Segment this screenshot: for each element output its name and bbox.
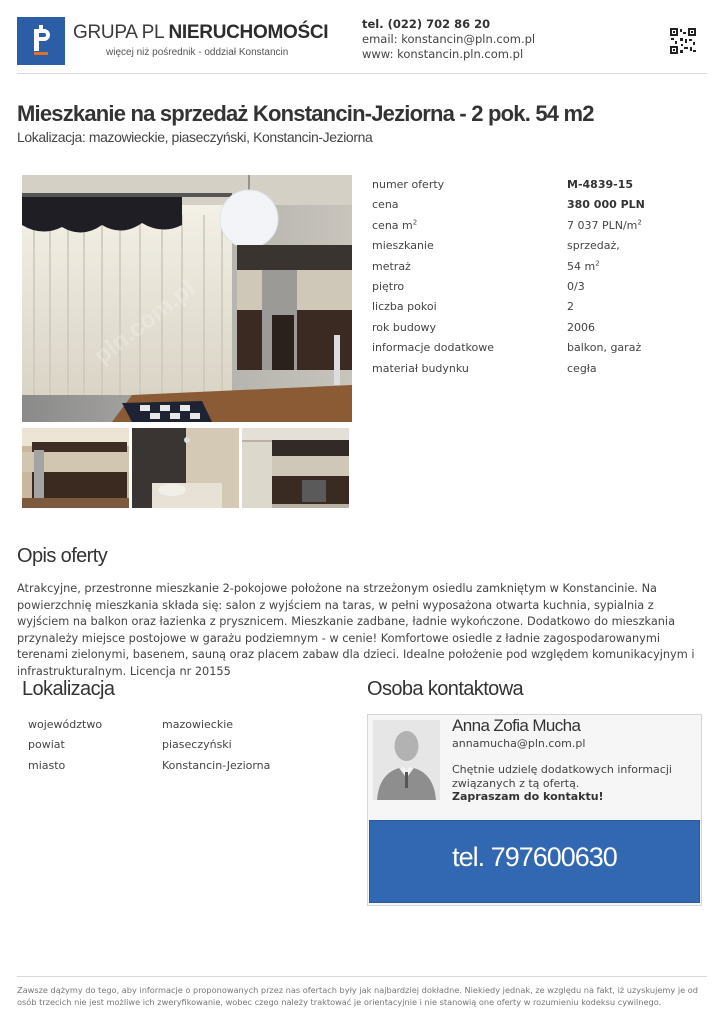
detail-row [372,300,702,320]
detail-row [372,362,702,382]
office-email[interactable]: email: konstancin@pln.com.pl [362,32,536,46]
agent-note: Chętnie udzielę dodatkowych informacji związanych z tą ofertą. [452,763,672,790]
contact-heading: Osoba kontaktowa [367,678,524,700]
location-row [28,718,328,738]
detail-label: metraż [372,259,411,273]
location-value: piaseczyński [162,738,232,752]
location-label: miasto [28,758,66,772]
agent-name: Anna Zofia Mucha [452,716,581,735]
detail-row [372,198,702,218]
thumbnail-kitchen-1[interactable] [22,428,129,508]
detail-row [372,280,702,300]
detail-label: informacje dodatkowe [372,341,495,355]
offer-title: Mieszkanie na sprzedaż Konstancin-Jeziorna - 2 pok. 54 m2 [17,101,594,126]
agent-avatar [373,720,440,800]
detail-value: balkon, garaż [567,341,642,355]
agent-phone[interactable]: tel. 797600630 [452,842,617,872]
logo-mark-icon [17,17,65,65]
photo-watermark: pln.com.pl [89,274,201,370]
detail-row [372,341,702,361]
location-label: województwo [28,718,103,731]
detail-row [372,219,702,239]
agent-cta: Zapraszam do kontaktu! [452,790,604,803]
location-row [28,738,328,758]
qr-code-icon [670,28,696,54]
detail-value: M-4839-15 [567,178,633,191]
detail-value: 2 [567,300,574,314]
thumbnail-kitchen-2[interactable] [242,428,349,508]
detail-row [372,321,702,341]
location-value: mazowieckie [162,718,234,731]
thumbnail-bathroom[interactable] [132,428,239,508]
detail-label: mieszkanie [372,239,434,253]
location-table [28,718,328,779]
offer-details [372,178,702,382]
detail-value: 380 000 PLN [567,198,645,212]
description-heading: Opis oferty [17,545,108,567]
footer-disclaimer: Zawsze dążymy do tego, aby informacje o proponowanych przez nas ofertach były jak najbardziej dokładne. Niekiedy jednak, ze względu na fakt, iż uzyskujemy je od osób trzecich nie jest możliwe ich zweryfikowanie, wobec czego należy traktować je orientacyjnie i nie stanowią one oferty w rozumieniu kodeksu cywilnego. [17,985,698,1007]
detail-row [372,260,702,280]
location-value: Konstancin-Jeziorna [162,758,271,772]
brand-tagline: więcej niż pośrednik - oddział Konstancin [106,47,289,58]
detail-value: cegła [567,361,597,375]
office-www[interactable]: www: konstancin.pln.com.pl [362,47,524,61]
person-silhouette-icon [373,720,440,800]
description-text: Atrakcyjne, przestronne mieszkanie 2-pokojowe położone na strzeżonym osiedlu zamkniętym w Konstancinie. Na powierzchnię mieszkania składa się: salon z wyjściem na taras, w pełni wyposażona otwarta kuchnia, sypialnia z wyjściem na balkon oraz łazienka z prysznicem. Mieszkanie zadbane, ładnie wykończone. Dodatkowo do mieszkania przynależy miejsce postojowe w garażu podziemnym - w cenie! Komfortowe osiedle z ładnie zagospodarowanymi terenami zielonymi, basenem, sauną oraz placem zabaw dla dzieci. Idealne położenie pod względem komunikacyjnym i infrastrukturalnym. Licencja nr 20155 [17,582,695,678]
header-divider [17,73,707,74]
detail-value: 2006 [567,320,595,334]
detail-label: rok budowy [372,320,437,334]
offer-location-line: Lokalizacja: mazowieckie, piaseczyński, Konstancin-Jeziorna [17,129,373,145]
detail-label: piętro [372,279,405,293]
location-heading: Lokalizacja [22,678,115,700]
company-logo[interactable] [17,17,65,65]
detail-label: materiał budynku [372,361,469,375]
location-row [28,759,328,779]
office-phone[interactable]: tel. (022) 702 86 20 [362,17,491,31]
footer-divider [17,976,707,977]
detail-value: 54 $m^2$ [567,258,600,273]
detail-label: cena $m^2$ [372,218,418,232]
main-photo[interactable] [22,175,352,422]
detail-value: 7 037 PLN/$m^2$ [567,218,642,232]
detail-label: liczba pokoi [372,300,437,314]
brand-name: GRUPA PL NIERUCHOMOŚCI [73,22,329,43]
detail-row [372,178,702,198]
detail-label: numer oferty [372,178,445,191]
detail-value: 0/3 [567,279,585,293]
detail-row [372,239,702,259]
location-label: powiat [28,738,65,752]
office-contact [362,17,535,62]
detail-label: cena [372,198,399,212]
detail-value: sprzedaż, [567,239,620,253]
agent-email[interactable]: annamucha@pln.com.pl [452,737,586,750]
